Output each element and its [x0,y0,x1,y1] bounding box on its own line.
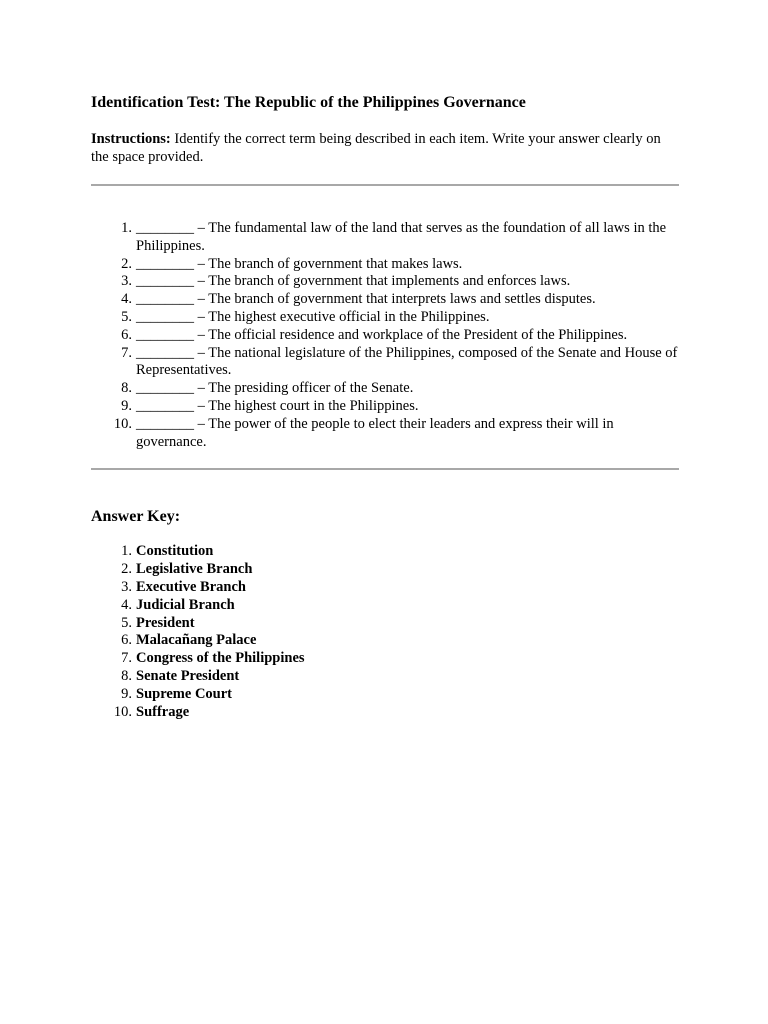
answer-item [91,615,679,633]
question-text: ________ – The fundamental law of the land that serves as the foundation of all laws in the Philippines. [136,220,667,254]
question-text: ________ – The presiding officer of the Senate. [136,380,414,397]
answer-text: Constitution [136,543,214,560]
question-text: ________ – The branch of government that implements and enforces laws. [136,273,571,290]
question-text: ________ – The national legislature of the Philippines, composed of the Senate and House of Representatives. [136,344,678,379]
answer-list [91,543,679,721]
answer-text: Supreme Court [136,685,232,702]
question-item [91,256,679,274]
question-text: ________ – The official residence and workplace of the President of the Philippines. [136,326,628,343]
answer-number: 10. [113,703,132,720]
answer-item [91,632,679,650]
answer-item [91,668,679,686]
question-number: 8. [121,380,132,397]
answer-item [91,561,679,579]
answer-number: 9. [121,685,132,702]
question-item [91,309,679,327]
question-text: ________ – The power of the people to elect their leaders and express their will in governance. [136,415,614,450]
answer-item [91,597,679,615]
answer-text: Suffrage [136,703,190,720]
answer-text: Executive Branch [136,578,246,595]
question-number: 5. [121,308,132,325]
question-number: 9. [121,397,132,414]
question-item [91,291,679,309]
divider-top [91,184,679,186]
question-list [91,220,679,451]
instructions-label: Instructions: [91,131,171,147]
answer-text: Senate President [136,667,240,684]
question-text: ________ – The branch of government that interprets laws and settles disputes. [136,291,596,308]
question-text: ________ – The highest executive official in the Philippines. [136,308,490,325]
document-page [91,92,679,721]
answer-number: 2. [121,561,132,578]
question-item [91,398,679,416]
answer-text: Judicial Branch [136,596,235,613]
question-item [91,327,679,345]
question-text: ________ – The branch of government that makes laws. [136,255,463,272]
question-number: 6. [121,326,132,343]
answer-number: 8. [121,667,132,684]
instructions-text: Identify the correct term being described in each item. Write your answer clearly on the space provided. [91,131,661,165]
divider-bottom [91,468,679,470]
answer-key-title: Answer Key: [91,508,181,526]
answer-number: 6. [121,632,132,649]
answer-number: 4. [121,596,132,613]
question-item [91,220,679,256]
answer-text: President [136,614,195,631]
question-number: 2. [121,255,132,272]
question-item [91,380,679,398]
answer-item [91,579,679,597]
question-number: 10. [113,415,132,432]
question-number: 4. [121,291,132,308]
question-item [91,416,679,452]
answer-item [91,704,679,722]
answer-item [91,543,679,561]
answer-number: 5. [121,614,132,631]
question-number: 7. [121,344,132,361]
document-title: Identification Test: The Republic of the Philippines Governance [91,94,526,111]
question-item [91,273,679,291]
answer-number: 7. [121,650,132,667]
question-text: ________ – The highest court in the Philippines. [136,397,419,414]
question-number: 1. [121,220,132,236]
answer-text: Congress of the Philippines [136,650,305,667]
instructions [91,130,679,166]
answer-text: Legislative Branch [136,561,253,578]
question-number: 3. [121,273,132,290]
answer-number: 3. [121,578,132,595]
question-item [91,345,679,381]
answer-text: Malacañang Palace [136,632,257,649]
answer-item [91,650,679,668]
answer-item [91,686,679,704]
answer-number: 1. [121,543,132,560]
